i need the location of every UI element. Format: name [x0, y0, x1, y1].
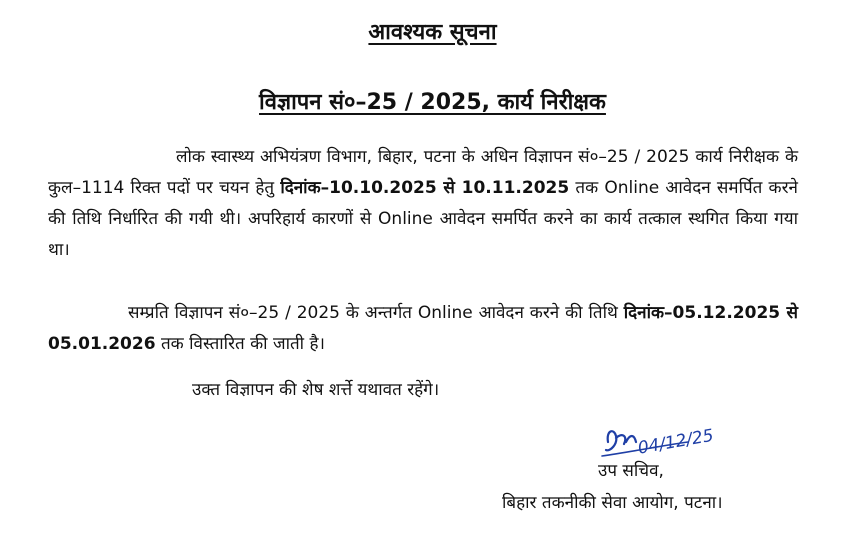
original-date-range: दिनांक–10.10.2025 से 10.11.2025 [280, 178, 570, 198]
paragraph-text: तक विस्तारित की जाती है। [155, 334, 325, 354]
notice-title: आवश्यक सूचना [368, 20, 497, 45]
signatory-organization: बिहार तकनीकी सेवा आयोग, पटना। [502, 493, 723, 513]
extended-date-range: दिनांक–05.12.2025 से 05.01.2026 [48, 303, 799, 354]
paragraph-text: सम्प्रति विज्ञापन सं०–25 / 2025 के अन्तर्गत Online आवेदन करने की तिथि [128, 303, 624, 323]
signatory-designation: उप सचिव, [598, 461, 664, 481]
paragraph-original-schedule [48, 142, 798, 266]
paragraph-extended-schedule [48, 298, 798, 360]
notice-subject: विज्ञापन सं०–25 / 2025, कार्य निरीक्षक [259, 90, 606, 115]
paragraph-text: लोक स्वास्थ्य अभियंत्रण विभाग, बिहार, पटना के अधिन विज्ञापन सं०–25 / 2025 कार्य निरीक्षक के कुल–1114 रिक्त पदों पर चयन हेतु [48, 147, 798, 198]
signature-date: 04/12/25 [636, 425, 716, 459]
paragraph-terms-unchanged: उक्त विज्ञापन की शेष शर्त्ते यथावत रहेंगे। [192, 380, 440, 400]
paragraph-text: तक Online आवेदन समर्पित करने की तिथि निर्धारित की गयी थी। अपरिहार्य कारणों से Online आवेदन समर्पित करने का कार्य तत्काल स्थगित किया गया था। [48, 178, 798, 260]
